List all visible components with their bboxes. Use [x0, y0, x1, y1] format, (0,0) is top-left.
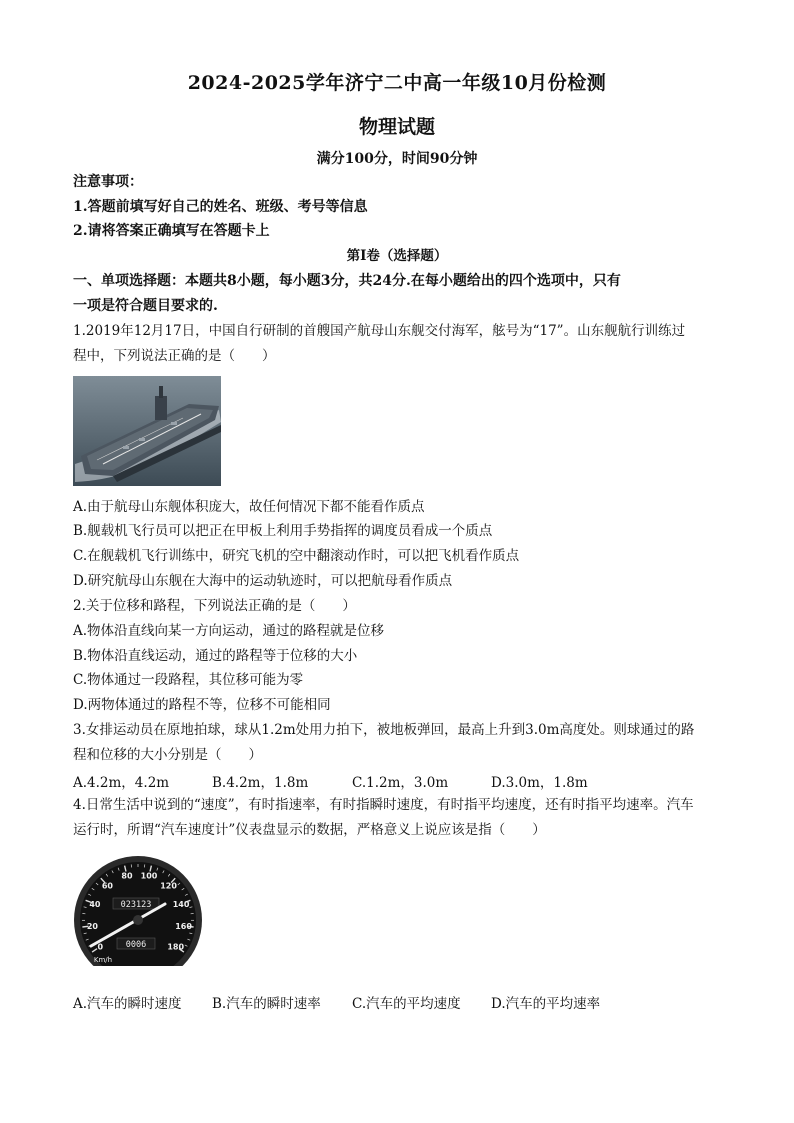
note-item-1: 1.答题前填写好自己的姓名、班级、考号等信息 [73, 199, 368, 215]
speedometer-tick-label: 80 [121, 871, 133, 881]
q3-stem-2: 程和位移的大小分别是（ ） [73, 747, 262, 763]
q3-option-c: C.1.2m，3.0m [352, 775, 449, 791]
speedometer-tick-label: 180 [167, 942, 185, 952]
exam-meta: 满分100分，时间90分钟 [316, 151, 478, 167]
note-item-2: 2.请将答案正确填写在答题卡上 [73, 223, 270, 239]
q4-option-a: A.汽车的瞬时速度 [73, 996, 182, 1012]
q1-option-a: A.由于航母山东舰体积庞大，故任何情况下都不能看作质点 [73, 499, 425, 515]
speedometer-tick-label: 140 [172, 899, 190, 909]
q1-stem-1: 1.2019年12月17日，中国自行研制的首艘国产航母山东舰交付海军，舷号为“17”。山东舰航行训练过 [73, 323, 686, 339]
q2-option-b: B.物体沿直线运动，通过的路程等于位移的大小 [73, 648, 358, 664]
speedometer-tick-label: 160 [175, 921, 192, 931]
q4-option-b: B.汽车的瞬时速率 [212, 996, 321, 1012]
q4-option-c: C.汽车的平均速度 [352, 996, 461, 1012]
q2-option-c: C.物体通过一段路程，其位移可能为零 [73, 672, 304, 688]
q4-option-d: D.汽车的平均速率 [491, 996, 601, 1012]
q2-option-d: D.两物体通过的路程不等，位移不可能相同 [73, 697, 331, 713]
q4-stem-2: 运行时，所谓“汽车速度计”仪表盘显示的数据，严格意义上说应该是指（ ） [73, 822, 546, 838]
q1-stem-2: 程中，下列说法正确的是（ ） [73, 348, 276, 364]
speedometer-tick-label: 0 [97, 942, 104, 952]
q3-option-d: D.3.0m，1.8m [491, 775, 588, 791]
part1-title: 第I卷（选择题） [346, 248, 448, 264]
q1-option-d: D.研究航母山东舰在大海中的运动轨迹时，可以把航母看作质点 [73, 573, 453, 589]
speedometer-odometer: 023123 [120, 900, 152, 910]
q4-stem-1: 4.日常生活中说到的“速度”，有时指速率，有时指瞬时速度，有时指平均速度，还有时指平均速率。汽车 [73, 797, 694, 813]
subject-title: 物理试题 [358, 116, 435, 138]
speedometer-photo [73, 854, 203, 974]
q2-option-a: A.物体沿直线向某一方向运动，通过的路程就是位移 [73, 623, 385, 639]
q1-option-b: B.舰载机飞行员可以把正在甲板上利用手势指挥的调度员看成一个质点 [73, 523, 493, 539]
exam-title: 2024-2025学年济宁二中高一年级10月份检测 [187, 72, 607, 94]
q1-option-c: C.在舰载机飞行训练中，研究飞机的空中翻滚动作时，可以把飞机看作质点 [73, 548, 520, 564]
speedometer-tick-label: 20 [86, 921, 98, 931]
speedometer-unit: Km/h [93, 956, 113, 964]
speedometer-tick-label: 120 [160, 881, 177, 891]
speedometer-trip: 0006 [125, 940, 147, 950]
speedometer-tick-label: 100 [140, 871, 158, 881]
notes-heading: 注意事项： [73, 174, 143, 190]
q3-option-b: B.4.2m，1.8m [212, 775, 309, 791]
q2-stem: 2.关于位移和路程，下列说法正确的是（ ） [73, 598, 356, 614]
speedometer-tick-label: 60 [101, 881, 113, 891]
section-instruction-2: 一项是符合题目要求的. [73, 298, 218, 314]
speedometer-tick-label: 40 [89, 899, 101, 909]
section-instruction-1: 一、单项选择题：本题共8小题，每小题3分，共24分.在每小题给出的四个选项中，只有 [73, 273, 621, 289]
q3-stem-1: 3.女排运动员在原地拍球，球从1.2m处用力拍下，被地板弹回，最高上升到3.0m高度处。则球通过的路 [73, 722, 695, 738]
q3-option-a: A.4.2m，4.2m [73, 775, 170, 791]
aircraft-carrier-photo [73, 376, 221, 486]
